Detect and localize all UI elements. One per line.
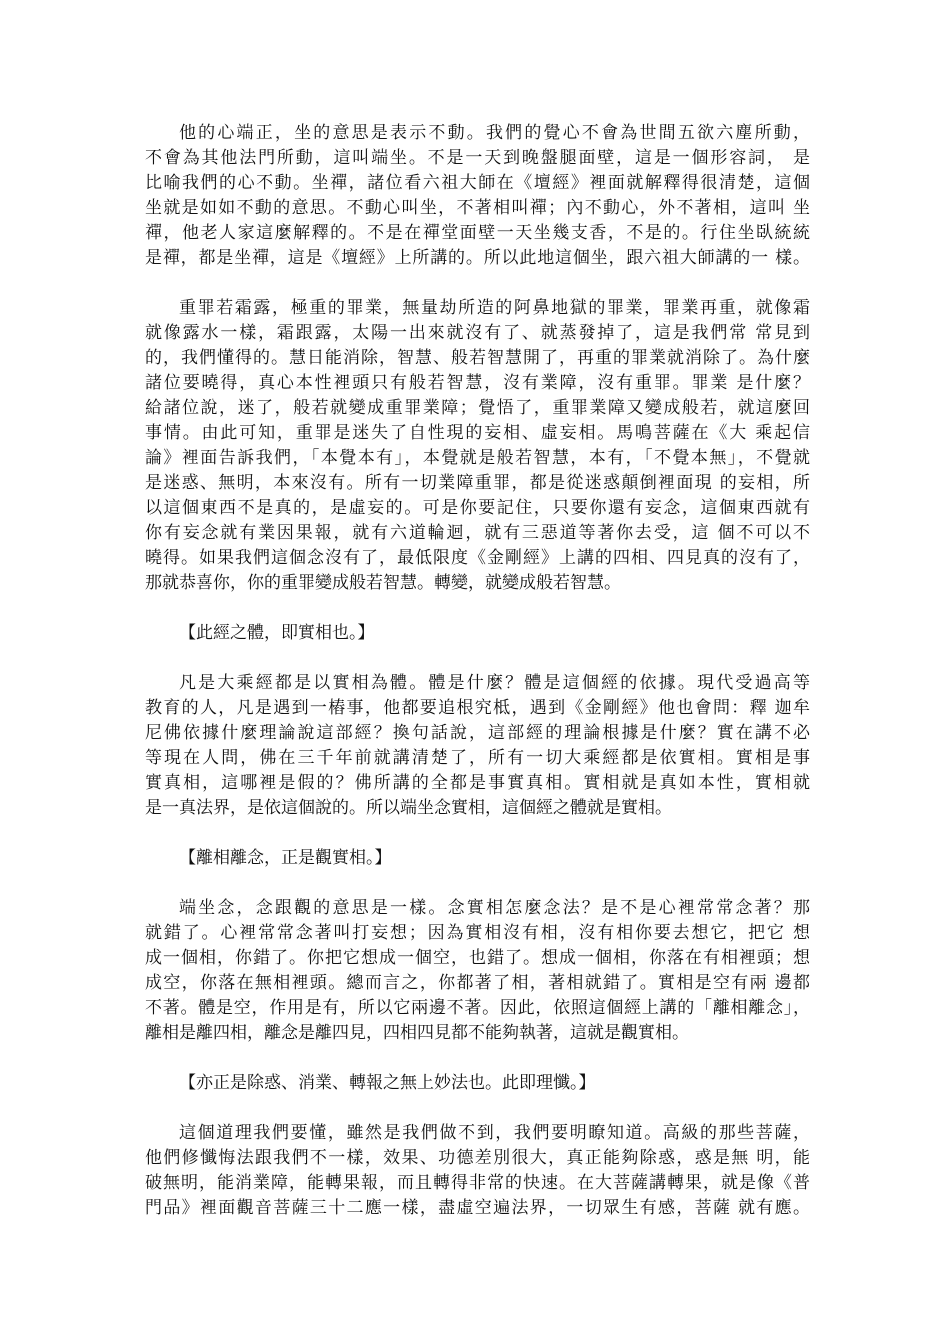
text-line: 就錯了。心裡常常念著叫打妄想；因為實相沒有相，沒有相你要去想它，把它 想 [145,923,810,943]
text-line: 是禪，都是坐禪，這是《壇經》上所講的。所以此地這個坐，跟六祖大師講的一 樣。 [145,248,810,268]
text-line: 實真相，這哪裡是假的？佛所講的全都是事實真相。實相就是真如本性，實相就 [145,773,810,793]
text-line: 的，我們懂得的。慧日能消除，智慧、般若智慧開了，再重的罪業就消除了。為什麼 [145,348,810,368]
text-line: 破無明，能消業障，能轉果報，而且轉得非常的快速。在大菩薩講轉果，就是像《普 [145,1173,810,1193]
text-line: 這個道理我們要懂，雖然是我們做不到，我們要明瞭知道。高級的那些菩薩， [179,1123,810,1143]
text-line: 以這個東西不是真的，是虛妄的。可是你要記住，只要你還有妄念，這個東西就有 [145,498,810,518]
text-line: 那就恭喜你，你的重罪變成般若智慧。轉變，就變成般若智慧。 [145,573,621,593]
text-line: 禪，他老人家這麼解釋的。不是在禪堂面壁一天坐幾支香，不是的。行住坐臥統統 [145,223,810,243]
paragraph-1 [145,121,810,271]
text-line: 凡是大乘經都是以實相為體。體是什麼？體是這個經的依據。現代受過高等 [179,673,810,693]
text-line: 重罪若霜露，極重的罪業，無量劫所造的阿鼻地獄的罪業，罪業再重，就像霜 [179,298,810,318]
text-line: 論》裡面告訴我們，「本覺本有」，本覺就是般若智慧，本有，「不覺本無」，不覺就 [145,448,810,468]
text-line: 是一真法界，是依這個說的。所以端坐念實相，這個經之體就是實相。 [145,798,672,818]
sutra-quote-heading: 【此經之體，即實相也。】 [179,623,375,643]
text-line: 他們修懺悔法跟我們不一樣，效果、功德差別很大，真正能夠除惑，惑是無 明，能 [145,1148,810,1168]
paragraph-2 [145,296,810,596]
paragraph-4 [145,896,810,1046]
text-line: 教育的人，凡是遇到一樁事，他都要追根究柢，遇到《金剛經》他也會問：釋 迦牟 [145,698,810,718]
text-line: 比喻我們的心不動。坐禪，諸位看六祖大師在《壇經》裡面就解釋得很清楚，這個 [145,173,810,193]
paragraph-5 [145,1121,810,1221]
text-line: 端坐念，念跟觀的意思是一樣。念實相怎麼念法？是不是心裡常常念著？那 [179,898,810,918]
text-line: 就像露水一樣，霜跟露，太陽一出來就沒有了、就蒸發掉了，這是我們常 常見到 [145,323,810,343]
text-line: 他的心端正，坐的意思是表示不動。我們的覺心不會為世間五欲六塵所動， [179,123,810,143]
paragraph-3 [145,671,810,821]
text-line: 諸位要曉得，真心本性裡頭只有般若智慧，沒有業障，沒有重罪。罪業 是什麼？ [145,373,810,393]
text-line: 門品》裡面觀音菩薩三十二應一樣，盡虛空遍法界，一切眾生有感，菩薩 就有應。 [145,1198,810,1218]
text-line: 曉得。如果我們這個念沒有了，最低限度《金剛經》上講的四相、四見真的沒有了， [145,548,810,568]
sutra-quote-heading: 【亦正是除惑、消業、轉報之無上妙法也。此即理懺。】 [179,1073,596,1093]
sutra-quote-heading: 【離相離念，正是觀實相。】 [179,848,392,868]
text-line: 事情。由此可知，重罪是迷失了自性現的妄相、虛妄相。馬鳴菩薩在《大 乘起信 [145,423,810,443]
text-line: 離相是離四相，離念是離四見，四相四見都不能夠執著，這就是觀實相。 [145,1023,689,1043]
text-line: 不著。體是空，作用是有，所以它兩邊不著。因此，依照這個經上講的「離相離念」， [145,998,810,1018]
text-line: 給諸位說，迷了，般若就變成重罪業障；覺悟了，重罪業障又變成般若，就這麼回 [145,398,810,418]
document-page [145,121,810,1221]
text-line: 是迷惑、無明，本來沒有。所有一切業障重罪，都是從迷惑顛倒裡面現 的妄相，所 [145,473,810,493]
text-line: 成一個相，你錯了。你把它想成一個空，也錯了。想成一個相，你落在有相裡頭；想 [145,948,810,968]
text-line: 成空，你落在無相裡頭。總而言之，你都著了相，著相就錯了。實相是空有兩 邊都 [145,973,810,993]
text-line: 不會為其他法門所動，這叫端坐。不是一天到晚盤腿面壁，這是一個形容詞， 是 [145,148,810,168]
text-line: 你有妄念就有業因果報，就有六道輪迴，就有三惡道等著你去受，這 個不可以不 [145,523,810,543]
text-line: 等現在人問，佛在三千年前就講清楚了，所有一切大乘經都是依實相。實相是事 [145,748,810,768]
text-line: 尼佛依據什麼理論說這部經？換句話說，這部經的理論根據是什麼？實在講不必 [145,723,810,743]
text-line: 坐就是如如不動的意思。不動心叫坐，不著相叫禪；內不動心，外不著相，這叫 坐 [145,198,810,218]
